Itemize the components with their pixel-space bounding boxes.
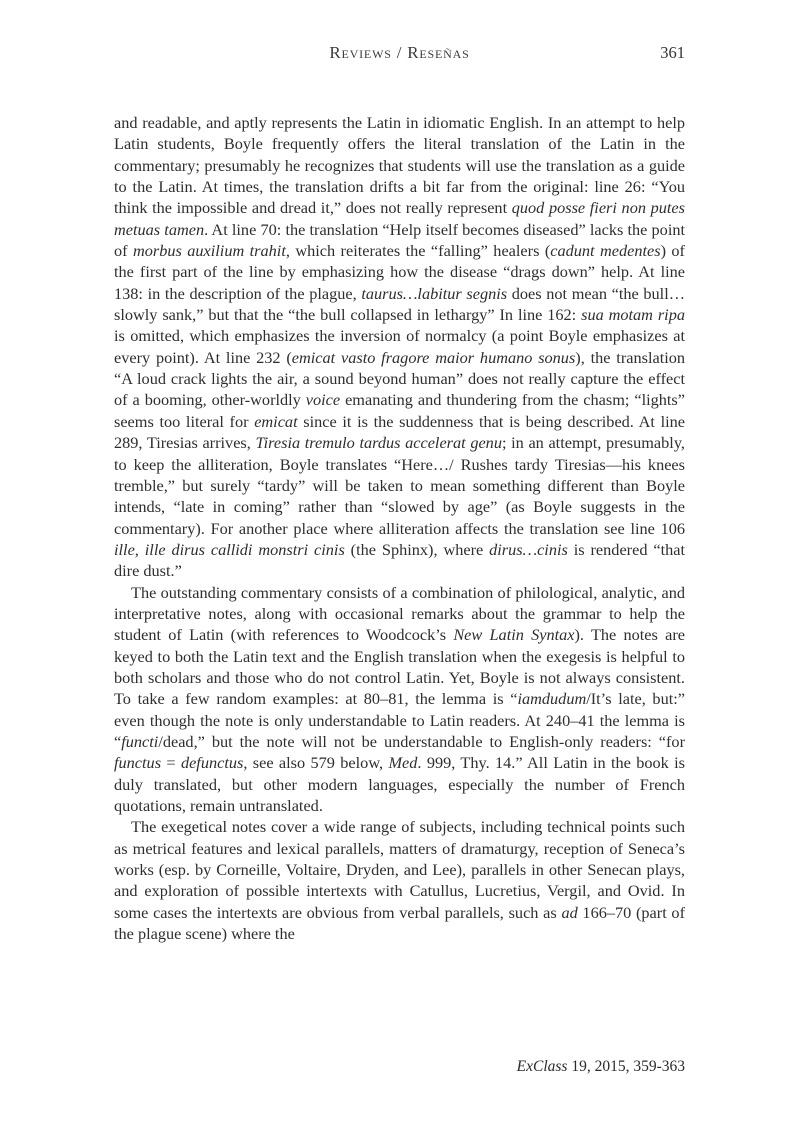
text-run: 19, 2015, 359-363 <box>567 1058 685 1075</box>
paragraph <box>114 582 685 817</box>
italic-text-run: emicat vasto fragore maior humano sonus <box>291 347 576 367</box>
text-run: The exegetical notes cover a wide range of subjects, including technical points such as metrical features and lexical parallels, matters of dramaturgy, reception of Seneca’s works (esp. by Corneille, Voltaire, Dryden, and Lee), parallels in other Senecan plays, and exploration of possible intertexts with Catullus, Lucretius, Vergil, and Ovid. In some cases the intertexts are obvious from verbal parallels, such as <box>114 817 685 922</box>
text-run: . At line 70: the translation “Help itself becomes diseased” lacks the point of <box>114 219 686 261</box>
text-run: /It’s late, but:” even though the note is only understandable to Latin readers. At 240–41 the lemma is “ <box>114 689 685 751</box>
paragraph <box>114 112 685 582</box>
italic-text-run: sua motam ripa <box>581 305 685 325</box>
text-run: ) of the first part of the line by emphasizing how the disease “drags down” help. At line 138: in the description of the plague, <box>114 241 685 303</box>
page-number: 361 <box>660 43 685 62</box>
text-run: The outstanding commentary consists of a combination of philological, analytic, and interpretative notes, along with occasional remarks about the grammar to help the student of Latin (with references to Woodcock’s <box>114 582 685 645</box>
text-run: is omitted, which emphasizes the inversion of normalcy (a point Boyle emphasizes at every point). At line 232 ( <box>114 326 685 367</box>
text-run: emanating and thundering from the chasm; “lights” seems too literal for <box>114 390 685 431</box>
italic-text-run: defunctus <box>180 753 244 773</box>
text-run: , which reiterates the “falling” healers ( <box>285 241 551 261</box>
italic-text-run: quod posse fieri non putes metuas tamen <box>114 198 685 239</box>
review-body-text <box>114 112 685 944</box>
text-run: (the Sphinx), where <box>344 539 490 559</box>
italic-text-run: ad <box>561 902 578 922</box>
page-header <box>114 43 685 65</box>
text-run: ). The notes are keyed to both the Latin text and the English translation when the exegesis is helpful to both scholars and those who do not control Latin. Yet, Boyle is not always consistent. To take a few random examples: at 80–81, the lemma is “ <box>114 625 685 709</box>
text-run: since it is the suddenness that is being described. At line 289, Tiresias arrives, <box>114 411 685 453</box>
italic-text-run: iamdudum <box>517 689 587 709</box>
text-run: = <box>161 753 181 773</box>
italic-text-run: New Latin Syntax <box>453 625 575 645</box>
text-run: is rendered “that dire dust.” <box>114 539 686 581</box>
text-run: , see also 579 below, <box>243 753 389 773</box>
italic-text-run: ExClass <box>516 1058 568 1075</box>
text-run: ; in an attempt, presumably, to keep the alliteration, Boyle translates “Here…/ Rushes tardy Tiresias—his knees tremble,” but surely “tardy” will be taken to mean something different than Boyle intends, “late in coming” rather than “slowed by age” (as Boyle suggests in the commentary). For another place where alliteration affects the translation see line 106 <box>114 433 685 538</box>
text-run: 166–70 (part of the plague scene) where the <box>114 902 685 944</box>
italic-text-run: emicat <box>254 411 298 431</box>
italic-text-run: functus <box>114 753 162 773</box>
running-title: Reviews / Reseñas <box>329 43 470 62</box>
italic-text-run: Med <box>388 753 418 773</box>
italic-text-run: cadunt medentes <box>550 241 661 261</box>
text-run: . 999, Thy. 14.” All Latin in the book is duly translated, but other modern languages, especially the number of French quotations, remain untranslated. <box>114 753 685 815</box>
paragraph <box>114 816 685 944</box>
italic-text-run: voice <box>305 390 341 410</box>
journal-citation <box>114 1058 685 1076</box>
italic-text-run: taurus…labitur segnis <box>361 283 508 303</box>
italic-text-run: ille, ille dirus callidi monstri cinis <box>114 539 345 559</box>
italic-text-run: dirus…cinis <box>489 539 568 559</box>
text-run: ), the translation “A loud crack lights the air, a sound beyond human” does not really capture the effect of a booming, other-worldly <box>114 347 686 410</box>
italic-text-run: Tiresia tremulo tardus accelerat genu <box>255 433 502 453</box>
italic-text-run: morbus auxilium trahit <box>132 241 286 261</box>
text-run: and readable, and aptly represents the Latin in idiomatic English. In an attempt to help Latin students, Boyle frequently offers the literal translation of the Latin in the commentary; presumably he recognizes that students will use the translation as a guide to the Latin. At times, the translation drifts a bit far from the original: line 26: “You think the impossible and dread it,” does not really represent <box>114 113 685 218</box>
italic-text-run: functi <box>121 731 159 751</box>
text-run: does not mean “the bull…slowly sank,” but that the “the bull collapsed in lethargy” In line 162: <box>114 283 685 325</box>
text-run: /dead,” but the note will not be understandable to English-only readers: “for <box>158 731 685 751</box>
